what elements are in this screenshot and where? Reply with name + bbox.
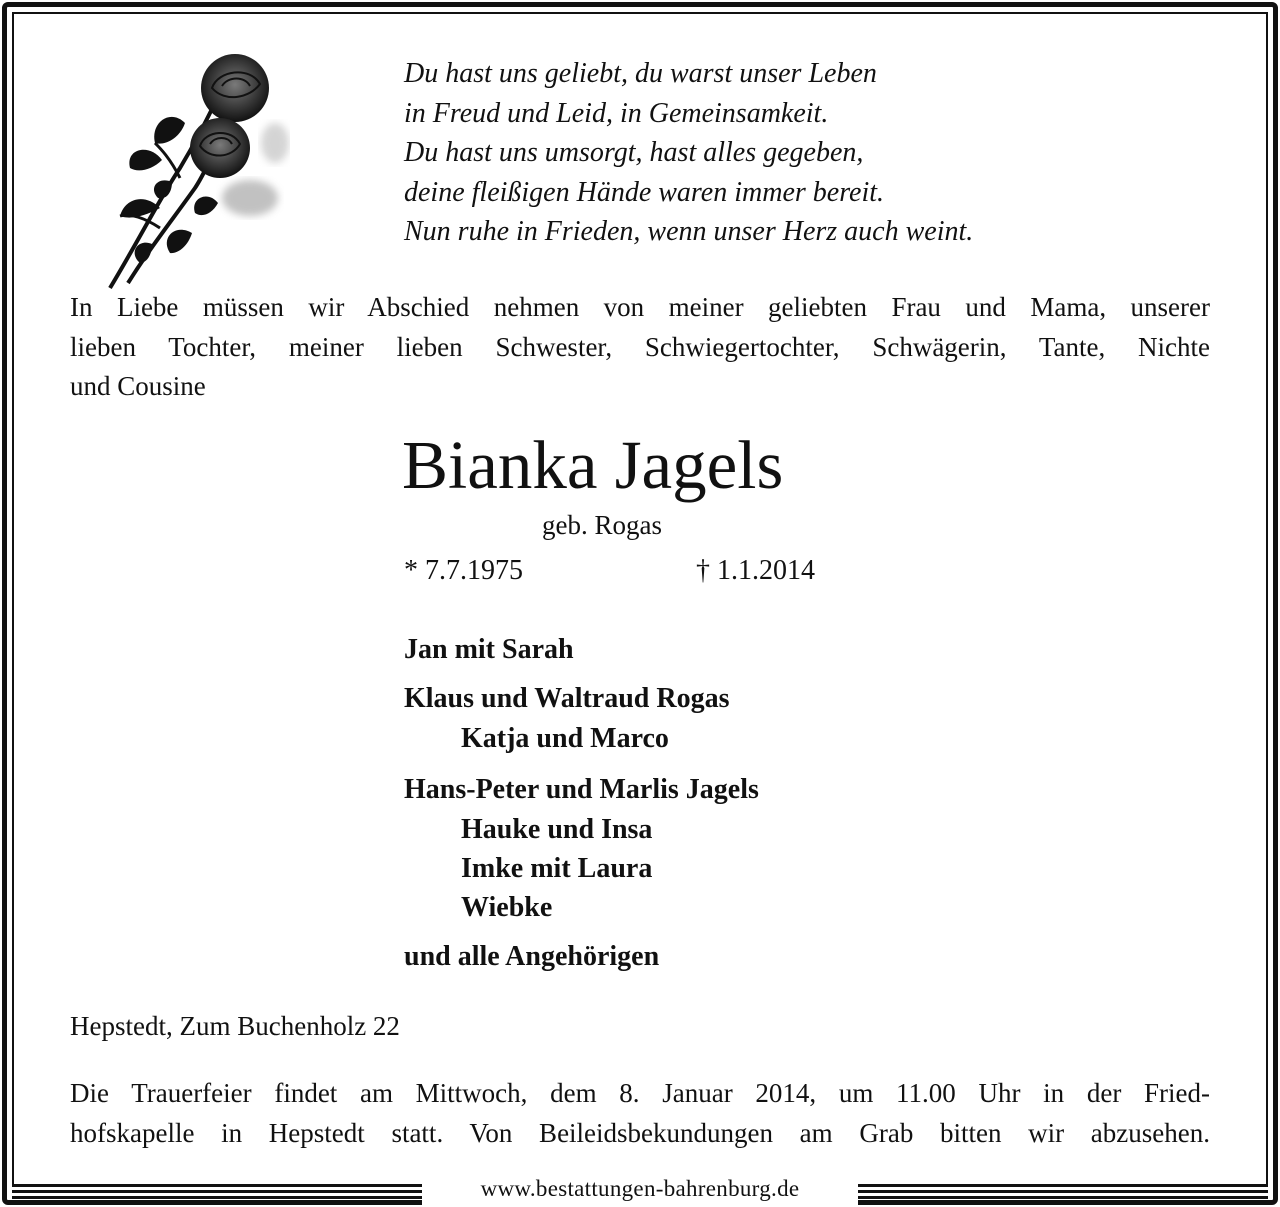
death-date: † 1.1.2014 — [696, 555, 815, 586]
maiden-name: geb. Rogas — [542, 510, 662, 540]
poem-line: in Freud und Leid, in Gemeinsamkeit. — [404, 97, 829, 129]
poem-line: Du hast uns geliebt, du warst unser Leben — [404, 58, 877, 89]
family-entry: Katja und Marco — [461, 723, 669, 754]
family-entry: Hans-Peter und Marlis Jagels — [404, 774, 759, 805]
service-line: Die Trauerfeier findet am Mittwoch, dem 8. Januar 2014, um 11.00 Uhr in der Fried- — [70, 1078, 1210, 1108]
intro-line: lieben Tochter, meiner lieben Schwester, Schwiegertochter, Schwägerin, Tante, Nichte — [70, 331, 1210, 362]
service-line: hofskapelle in Hepstedt statt. Von Beileidsbekundungen am Grab bitten wir abzusehen. — [70, 1118, 1210, 1148]
intro-line: In Liebe müssen wir Abschied nehmen von meiner geliebten Frau und Mama, unserer — [70, 292, 1210, 322]
intro-line: und Cousine — [70, 371, 206, 401]
deceased-name: Bianka Jagels — [402, 427, 784, 503]
family-entry: Klaus und Waltraud Rogas — [404, 683, 730, 714]
rose-icon — [100, 48, 290, 293]
family-entry: Hauke und Insa — [461, 814, 653, 845]
footer-rule-left — [12, 1184, 422, 1200]
family-entry: Jan mit Sarah — [404, 634, 574, 665]
intro-paragraph — [70, 288, 1210, 407]
address: Hepstedt, Zum Buchenholz 22 — [70, 1011, 400, 1041]
poem — [404, 54, 973, 252]
service-notice — [70, 1073, 1210, 1153]
footer-rule-right — [858, 1184, 1268, 1200]
family-entry: Wiebke — [461, 892, 553, 923]
poem-line: deine fleißigen Hände waren immer bereit. — [404, 176, 885, 208]
poem-line: Du hast uns umsorgt, hast alles gegeben, — [404, 137, 864, 168]
family-entry: Imke mit Laura — [461, 853, 653, 884]
poem-line: Nun ruhe in Frieden, wenn unser Herz auch weint. — [404, 216, 974, 247]
footer-website-link[interactable]: www.bestattungen-bahrenburg.de — [480, 1176, 800, 1201]
family-entry: und alle Angehörigen — [404, 941, 660, 972]
birth-date: * 7.7.1975 — [404, 555, 523, 586]
